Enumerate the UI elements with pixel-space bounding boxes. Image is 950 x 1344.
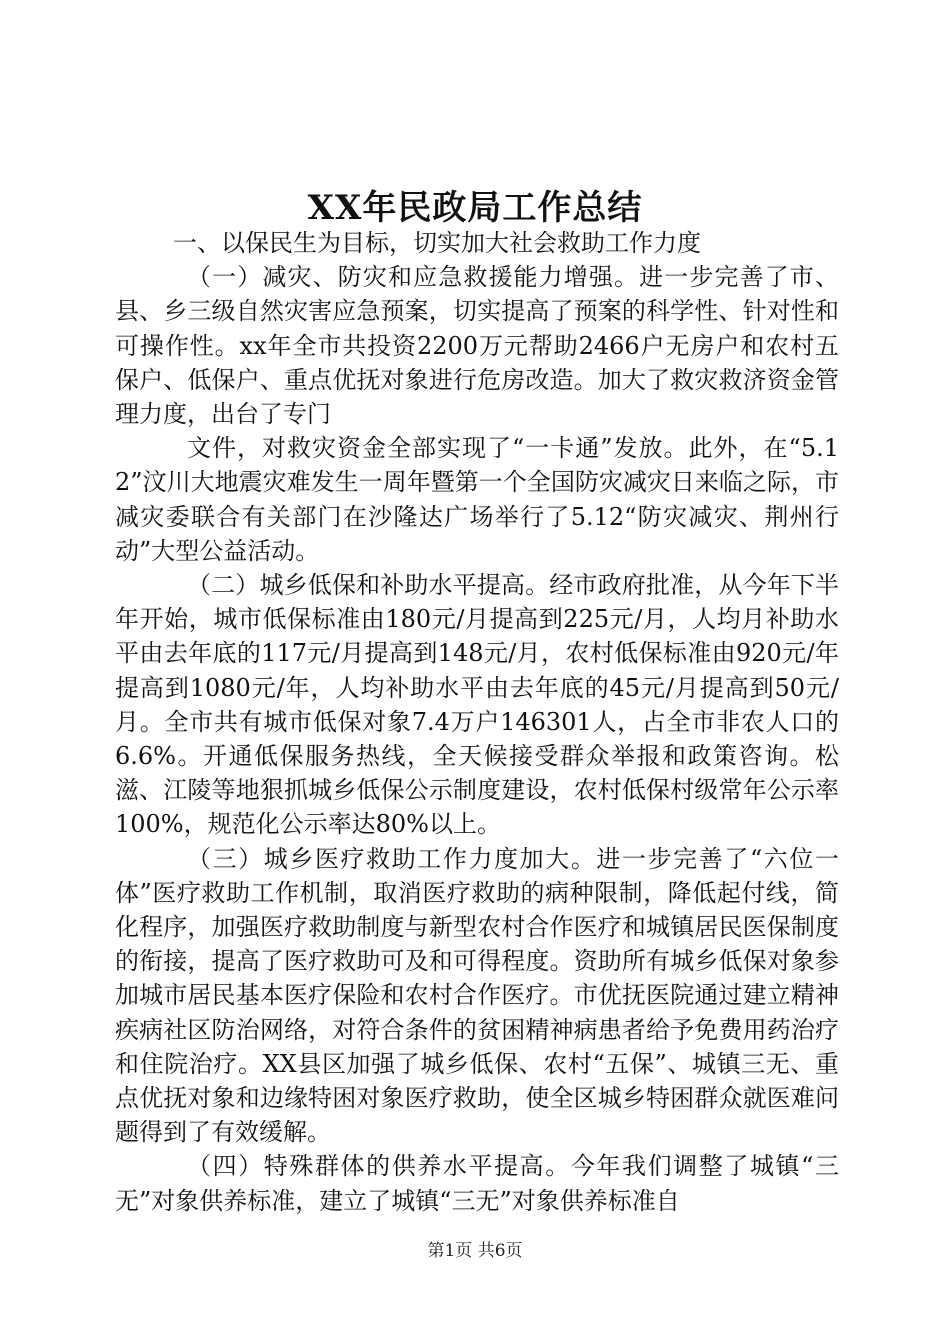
paragraph-medical-assistance: （三）城乡医疗救助工作力度加大。进一步完善了“六位一体”医疗救助工作机制，取消医疗救助的病种限制，降低起付线，简化程序，加强医疗救助制度与新型农村合作医疗和城镇居民医保制度的衔接，提高了医疗救助可及和可得程度。资助所有城乡低保对象参加城市居民基本医疗保险和农村合作医疗。市优抚医院通过建立精神疾病社区防治网络，对符合条件的贫困精神病患者给予免费用药治疗和住院治疗。XX县区加强了城乡低保、农村“五保”、城镇三无、重点优抚对象和边缘特困对象医疗救助，使全区城乡特困群众就医难问题得到了有效缓解。 [115,844,839,1147]
document-body [115,226,839,1218]
paragraph-minimum-living-allowance: （二）城乡低保和补助水平提高。经市政府批准，从今年下半年开始，城市低保标准由180元/月提高到225元/月，人均月补助水平由去年底的117元/月提高到148元/月，农村低保标准由920元/年提高到1080元/年，人均补助水平由去年底的45元/月提高到50元/月。全市共有城市低保对象7.4万户146301人，占全市非农人口的6.6%。开通低保服务热线，全天候接受群众举报和政策咨询。松滋、江陵等地狠抓城乡低保公示制度建设，农村低保村级常年公示率100%，规范化公示率达80%以上。 [115,571,839,839]
paragraph-special-groups: （四）特殊群体的供养水平提高。今年我们调整了城镇“三无”对象供养标准，建立了城镇“三无”对象供养标准自 [115,1152,839,1215]
section-heading: 一、以保民生为目标，切实加大社会救助工作力度 [173,229,701,257]
page-number-footer: 第1页 共6页 [427,1241,523,1261]
document-title: XX年民政局工作总结 [307,188,643,228]
paragraph-disaster-relief: （一）减灾、防灾和应急救援能力增强。进一步完善了市、县、乡三级自然灾害应急预案，切实提高了预案的科学性、针对性和可操作性。xx年全市共投资2200万元帮助2466户无房户和农村五保户、低保户、重点优抚对象进行危房改造。加大了救灾救济资金管理力度，出台了专门 [115,263,839,429]
paragraph-disaster-relief-continued: 文件，对救灾资金全部实现了“一卡通”发放。此外，在“5.12”汶川大地震灾难发生一周年暨第一个全国防灾减灾日来临之际，市减灾委联合有关部门在沙隆达广场举行了5.12“防灾减灾、荆州行动”大型公益活动。 [115,434,839,565]
